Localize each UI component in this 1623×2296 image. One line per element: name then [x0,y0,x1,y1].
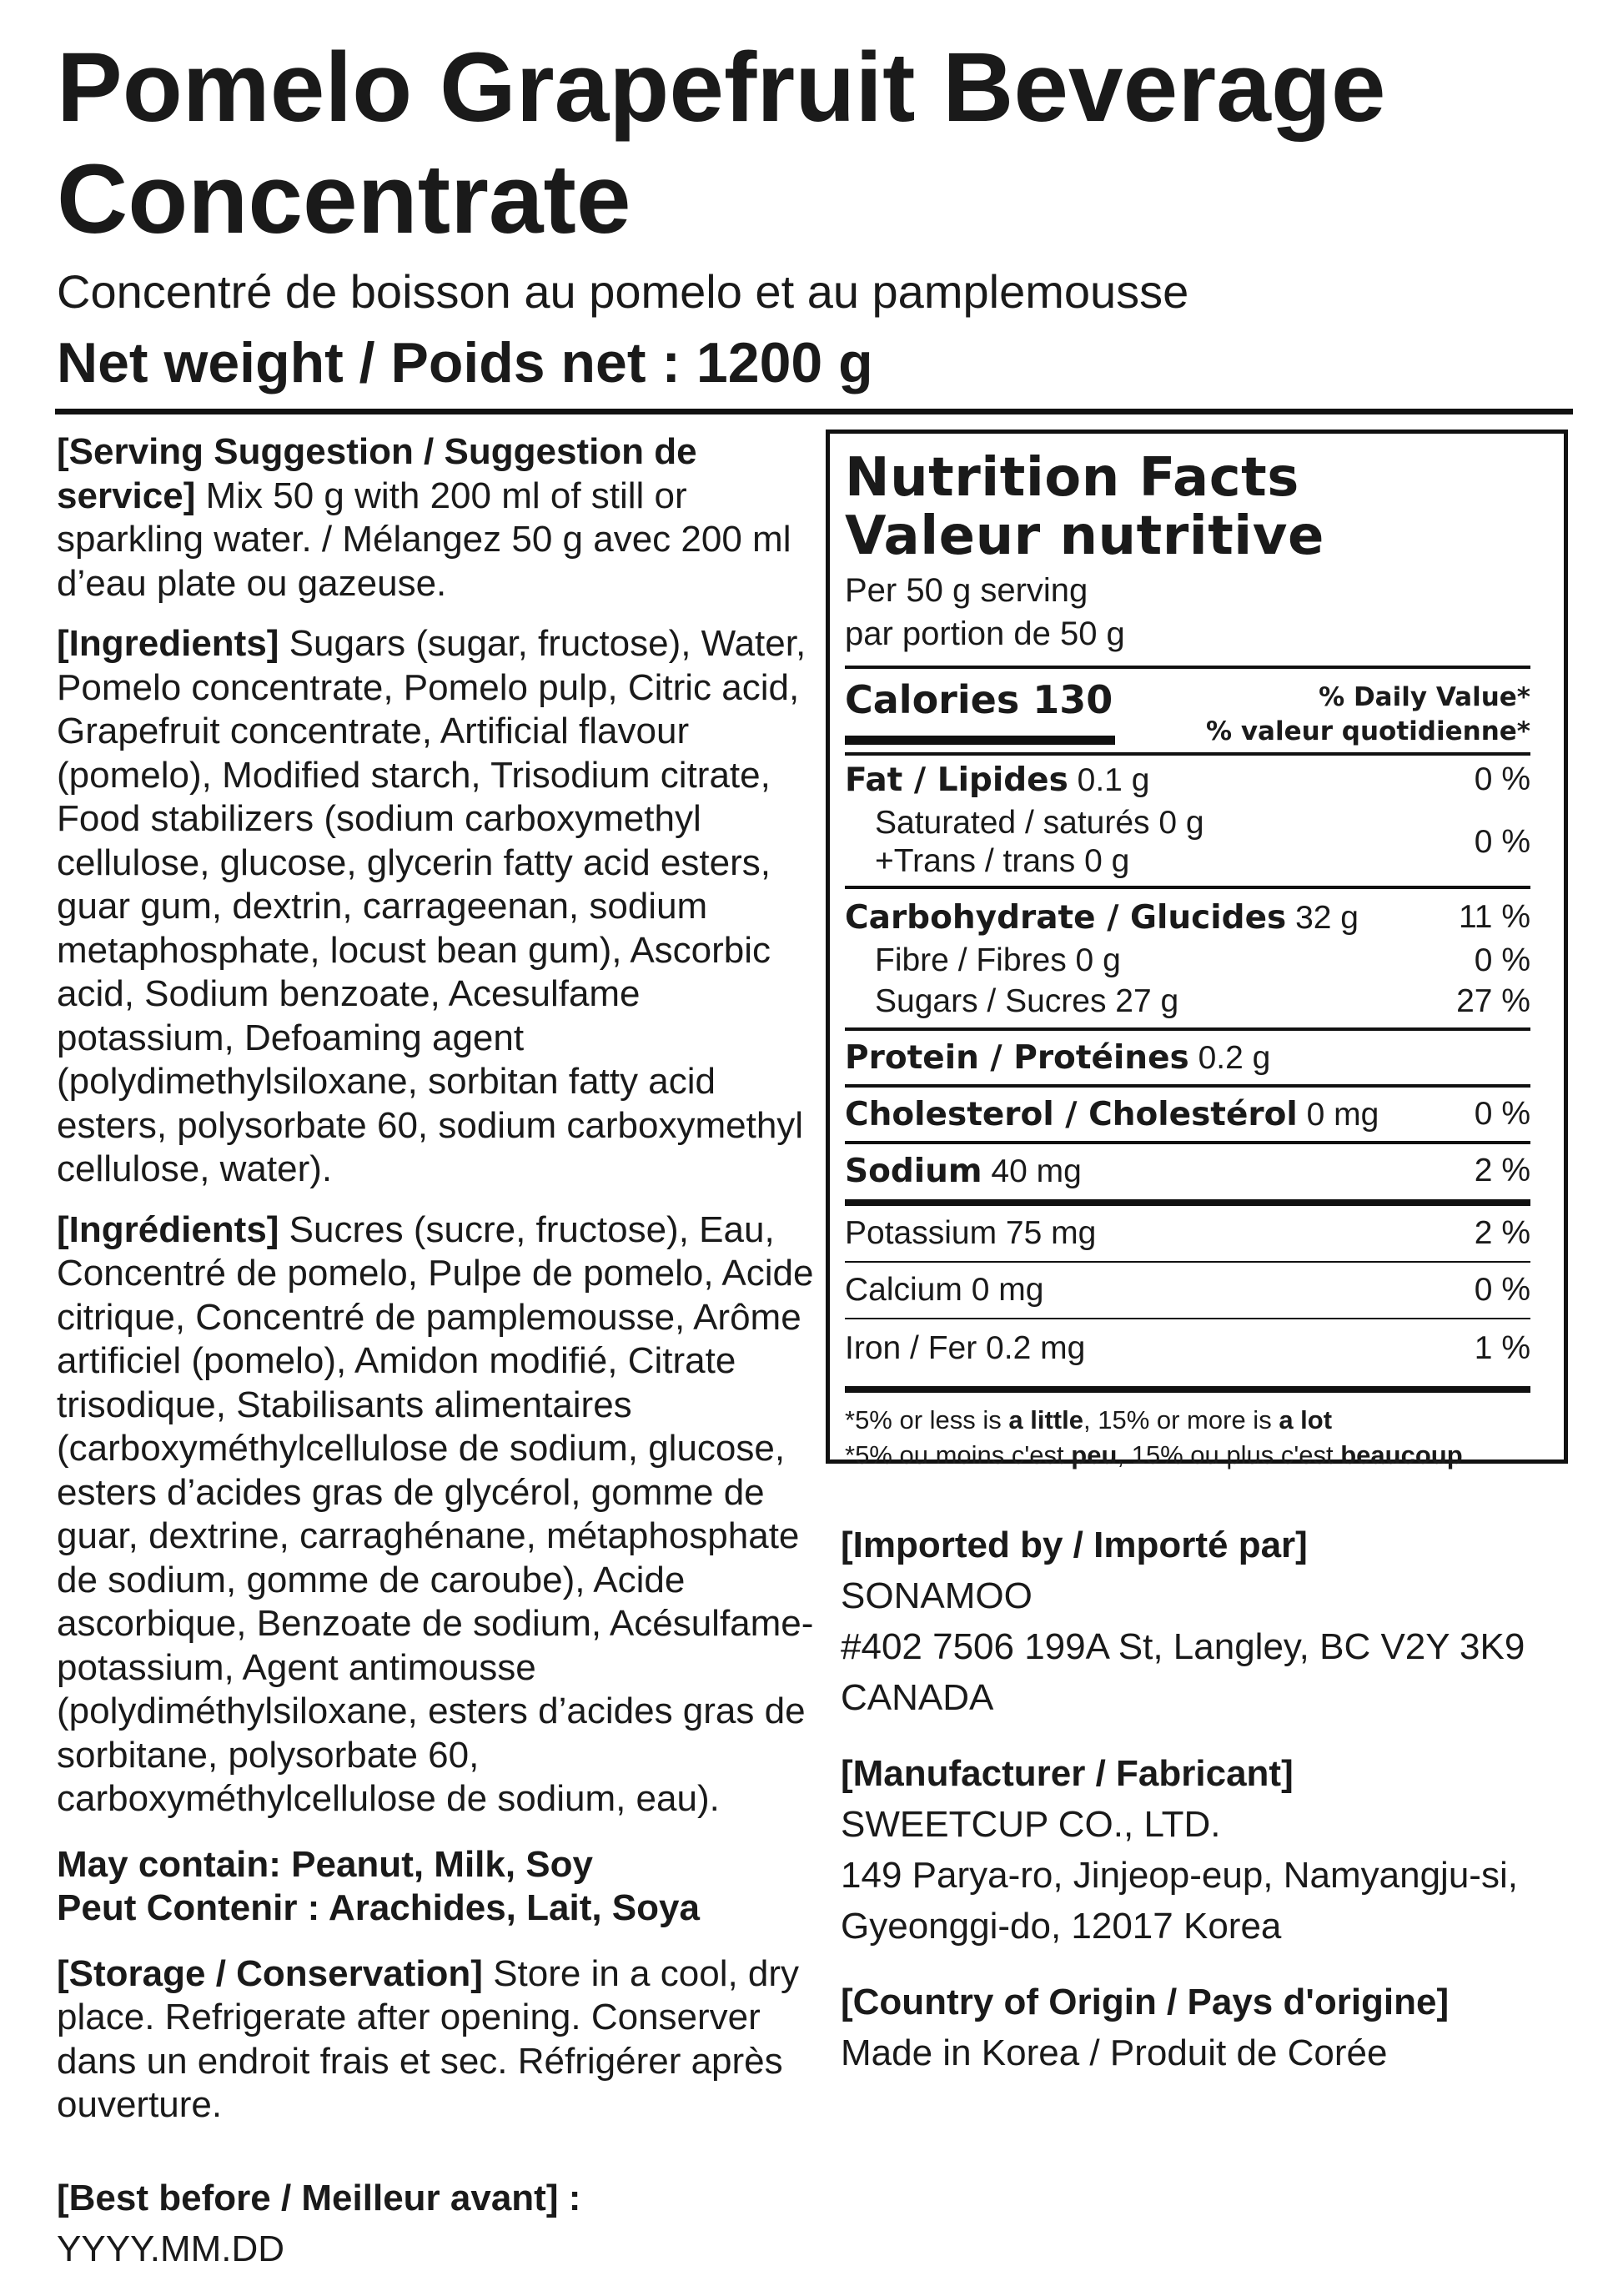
daily-value-fr: % valeur quotidienne* [1206,716,1530,746]
divider [845,1386,1530,1393]
origin-text: Made in Korea / Produit de Corée [841,2032,1388,2073]
serving-suggestion [57,430,816,605]
footnote-fr [845,1438,1530,1473]
cholesterol-pct: 0 % [1474,1096,1530,1132]
protein-row [845,1031,1530,1084]
importer-heading: [Imported by / Importé par] [841,1525,1308,1565]
allergens-fr: Peut Contenir : Arachides, Lait, Soya [57,1887,700,1928]
sugars-label: Sugars / Sucres 27 g [875,983,1179,1019]
importer-country: CANADA [841,1677,994,1718]
sodium-amount: 40 mg [982,1153,1082,1189]
best-before-value: YYYY.MM.DD [57,2228,285,2269]
calcium-pct: 0 % [1474,1272,1530,1308]
nutrition-title-fr: Valeur nutritive [845,505,1324,567]
ingredients-en-heading: [Ingredients] [57,623,279,664]
footnote-en-text: , 15% or more is [1083,1405,1279,1434]
fibre-row [845,941,1530,981]
sugars-pct: 27 % [1456,983,1530,1019]
storage-text: Store in a cool, dry place. Refrigerate after opening. Conserver dans un endroit frais et sec. Réfrigérer après ouverture. [57,1952,800,2125]
saturated-label: Saturated / saturés 0 g [875,805,1204,841]
fat-amount: 0.1 g [1068,761,1150,798]
potassium-label: Potassium 75 mg [845,1215,1097,1251]
nutrition-facts-table [826,430,1568,1470]
sodium-row [845,1144,1530,1198]
potassium-row [845,1206,1530,1261]
ingredients-fr [57,1208,816,1821]
serving-suggestion-heading: [Serving Suggestion / Suggestion de service] [57,431,697,516]
carb-pct: 11 % [1459,899,1530,935]
fibre-label: Fibre / Fibres 0 g [875,942,1121,978]
nutrition-footnote [845,1403,1530,1473]
sodium-label: Sodium [845,1152,982,1190]
carb-label: Carbohydrate / Glucides [845,898,1287,937]
left-column [57,430,816,2128]
importer-name: SONAMOO [841,1575,1033,1616]
daily-value-en: % Daily Value* [1319,682,1530,712]
footnote-en-text: *5% or less is [845,1405,1009,1434]
sat-trans-pct: 0 % [1474,824,1530,860]
potassium-pct: 2 % [1474,1215,1530,1251]
manufacturer-name: SWEETCUP CO., LTD. [841,1804,1221,1845]
carb-row [845,894,1530,941]
protein-amount: 0.2 g [1188,1039,1271,1076]
sat-trans-row [845,804,1530,881]
calories-bar [845,736,1115,745]
ingredients-fr-text: Sucres (sucre, fructose), Eau, Concentré de pomelo, Pulpe de pomelo, Acide citrique, Concentré de pamplemousse, Arôme artificiel (pomelo), Amidon modifié, Citrate trisodique, Stabilisants alimentaires (carboxyméthylcellulose de sodium, glucose, esters d’acides gras de glycérol, gomme de guar, dextrine, carraghénane, métaphosphate de sodium, gomme de caroube), Acide ascorbique, Benzoate de sodium, Acésulfame-potassium, Agent antimousse (polydiméthylsiloxane, esters d’acides gras de sorbitane, polysorbate 60, carboxyméthylcellulose de sodium, eau). [57,1208,814,1819]
sodium-pct: 2 % [1474,1153,1530,1188]
cholesterol-row [845,1088,1530,1141]
calories-row [845,669,1530,752]
iron-pct: 1 % [1474,1330,1530,1366]
footnote-fr-text: , 15% ou plus c'est [1117,1440,1341,1470]
ingredients-en-text: Sugars (sugar, fructose), Water, Pomelo concentrate, Pomelo pulp, Citric acid, Grapefruit concentrate, Artificial flavour (pomelo), Modified starch, Trisodium citrate, Food stabilizers (sodium carboxymethyl cellulose, glucose, glycerin fatty acid esters, guar gum, dextrin, carrageenan, sodium metaphosphate, locust bean gum), Ascorbic acid, Sodium benzoate, Acesulfame potassium, Defoaming agent (polydimethylsiloxane, sorbitan fatty acid esters, polysorbate 60, sodium carboxymethyl cellulose, water). [57,623,806,1189]
carb-amount: 32 g [1286,899,1359,936]
calories-label: Calories 130 [845,677,1113,722]
footnote-en [845,1403,1530,1438]
allergens-en: May contain: Peanut, Milk, Soy [57,1843,594,1885]
footnote-fr-text: *5% ou moins c'est [845,1440,1072,1470]
divider [845,1199,1530,1206]
company-info [841,1520,1575,2078]
product-subtitle-fr: Concentré de boisson au pomelo et au pamplemousse [57,265,1189,318]
calcium-row [845,1263,1530,1318]
manufacturer-heading: [Manufacturer / Fabricant] [841,1753,1294,1794]
footnote-fr-beaucoup: beaucoup [1340,1440,1463,1470]
fat-pct: 0 % [1474,761,1530,797]
serving-suggestion-text: Mix 50 g with 200 ml of still or sparkling water. / Mélangez 50 g avec 200 ml d’eau plate ou gazeuse. [57,475,791,604]
footnote-fr-peu: peu [1071,1440,1118,1470]
header-divider [55,409,1573,414]
importer-address: #402 7506 199A St, Langley, BC V2Y 3K9 [841,1626,1525,1667]
fibre-pct: 0 % [1474,942,1530,978]
calcium-label: Calcium 0 mg [845,1272,1044,1308]
fat-label: Fat / Lipides [845,761,1068,799]
footnote-en-lot: a lot [1279,1405,1333,1434]
protein-label: Protein / Protéines [845,1038,1189,1077]
net-weight: Net weight / Poids net : 1200 g [57,331,873,394]
manufacturer-address-2: Gyeonggi-do, 12017 Korea [841,1906,1282,1947]
iron-label: Iron / Fer 0.2 mg [845,1330,1086,1366]
ingredients-fr-heading: [Ingrédients] [57,1208,279,1250]
daily-value-heading [1206,681,1530,749]
product-title: Pomelo Grapefruit Beverage Concentrate [57,33,1386,254]
trans-label: +Trans / trans 0 g [875,843,1130,879]
storage-heading: [Storage / Conservation] [57,1952,483,1994]
iron-row [845,1319,1530,1378]
nutrition-title-en: Nutrition Facts [845,447,1299,509]
best-before [57,2173,580,2274]
ingredients-en [57,622,816,1192]
cholesterol-amount: 0 mg [1297,1096,1379,1133]
best-before-heading: [Best before / Meilleur avant] : [57,2178,581,2218]
cholesterol-label: Cholesterol / Cholestérol [845,1095,1298,1133]
sugars-row [845,981,1530,1022]
storage [57,1952,816,2128]
origin-heading: [Country of Origin / Pays d'origine] [841,1982,1450,2022]
manufacturer-address-1: 149 Parya-ro, Jinjeop-eup, Namyangju-si, [841,1855,1518,1896]
divider [845,886,1530,889]
serving-size-fr: par portion de 50 g [845,615,1125,652]
fat-row [845,756,1530,804]
footnote-en-little: a little [1008,1405,1083,1434]
serving-size-en: Per 50 g serving [845,572,1088,609]
